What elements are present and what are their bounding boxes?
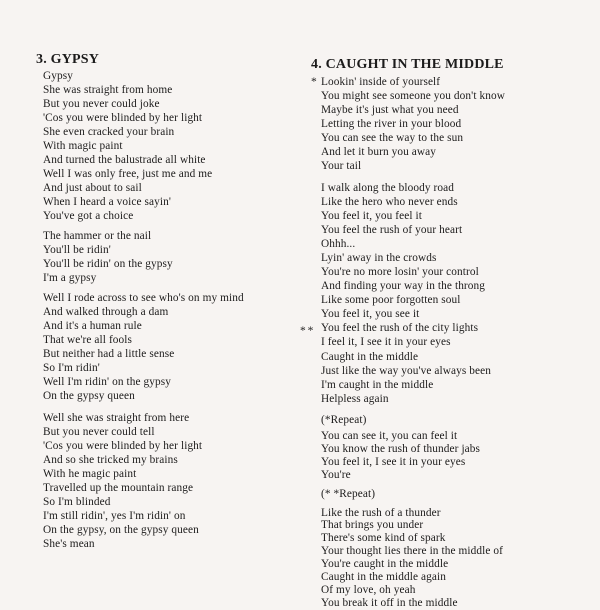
lyric-line: She's mean xyxy=(43,538,95,550)
lyric-line: That we're all fools xyxy=(43,334,133,346)
lyric-line: I'm caught in the middle xyxy=(321,379,434,391)
lyric-line: You've got a choice xyxy=(43,210,134,222)
lyric-line: So I'm ridin' xyxy=(43,362,100,374)
lyric-line: On the gypsy queen xyxy=(43,390,135,402)
lyric-line: You'll be ridin' on the gypsy xyxy=(43,258,173,270)
lyric-line: 'Cos you were blinded by her light xyxy=(43,440,203,452)
song-title: 4. CAUGHT IN THE MIDDLE xyxy=(311,57,504,72)
lyric-line: When I heard a voice sayin' xyxy=(43,196,172,208)
lyric-line: You might see someone you don't know xyxy=(321,90,505,102)
lyric-line: Maybe it's just what you need xyxy=(321,104,459,116)
lyric-line: Ohhh... xyxy=(321,238,356,250)
lyric-line: The hammer or the nail xyxy=(43,230,152,242)
lyric-line: You can see the way to the sun xyxy=(321,132,464,144)
lyric-line: Just like the way you've always been xyxy=(321,365,492,377)
lyric-line: Like the rush of a thunder xyxy=(321,506,441,519)
lyric-line: But you never could joke xyxy=(43,98,160,110)
lyric-line: You're xyxy=(321,468,351,481)
lyric-line: Lyin' away in the crowds xyxy=(321,252,437,264)
lyric-line: You feel it, you see it xyxy=(321,308,420,320)
lyric-line: Travelled up the mountain range xyxy=(43,482,194,494)
lyric-line: Your tail xyxy=(321,160,362,172)
lyric-line: I walk along the bloody road xyxy=(321,182,454,194)
repeat-note: (* *Repeat) xyxy=(321,487,376,500)
lyric-line: And turned the balustrade all white xyxy=(43,154,206,166)
lyric-line: Caught in the middle again xyxy=(321,571,446,583)
lyric-line: And walked through a dam xyxy=(43,306,169,318)
lyric-line: And let it burn you away xyxy=(321,146,437,158)
lyric-line: With he magic paint xyxy=(43,468,137,480)
lyric-line: And just about to sail xyxy=(43,182,142,194)
lyric-line: You feel it, I see it in your eyes xyxy=(321,455,466,468)
lyric-line: That brings you under xyxy=(321,519,424,532)
lyric-line: Well I'm ridin' on the gypsy xyxy=(43,376,172,388)
lyric-line: On the gypsy, on the gypsy queen xyxy=(43,524,199,536)
lyric-line: Well she was straight from here xyxy=(43,412,190,424)
lyric-line: You feel the rush of the city lights xyxy=(321,322,479,334)
repeat-marker-double: * * xyxy=(300,325,313,337)
repeat-note: (*Repeat) xyxy=(321,414,367,426)
lyric-line: Of my love, oh yeah xyxy=(321,583,416,596)
lyric-line: You break it off in the middle xyxy=(321,596,458,609)
lyric-line: She was straight from home xyxy=(43,84,173,96)
repeat-marker-single: * xyxy=(311,76,317,88)
lyric-line: There's some kind of spark xyxy=(321,532,446,545)
lyric-line: Like the hero who never ends xyxy=(321,196,458,208)
lyric-line: Lookin' inside of yourself xyxy=(321,76,441,88)
lyric-line: You feel the rush of your heart xyxy=(321,224,463,236)
lyric-line: Your thought lies there in the middle of xyxy=(321,545,504,558)
lyric-line: Like some poor forgotten soul xyxy=(321,294,461,306)
song-title: 3. GYPSY xyxy=(36,52,100,67)
lyric-line: You feel it, you feel it xyxy=(321,210,423,222)
lyric-line: You'll be ridin' xyxy=(43,244,111,256)
lyric-line: Caught in the middle xyxy=(321,351,419,363)
lyric-line: 'Cos you were blinded by her light xyxy=(43,112,203,124)
lyric-line: With magic paint xyxy=(43,140,123,152)
lyric-line: I'm a gypsy xyxy=(43,272,97,284)
lyric-line: Well I rode across to see who's on my mind xyxy=(43,292,244,304)
lyric-line: She even cracked your brain xyxy=(43,126,175,138)
lyric-line: You know the rush of thunder jabs xyxy=(321,442,481,455)
lyric-line: But neither had a little sense xyxy=(43,348,175,360)
lyric-line: And so she tricked my brains xyxy=(43,454,178,466)
lyric-line: Well I was only free, just me and me xyxy=(43,168,213,180)
lyric-line: Helpless again xyxy=(321,393,389,405)
lyric-line: And it's a human rule xyxy=(43,320,142,332)
lyric-line: You're caught in the middle xyxy=(321,558,449,571)
lyric-line: And finding your way in the throng xyxy=(321,280,486,292)
lyric-line: But you never could tell xyxy=(43,426,155,438)
lyric-line: So I'm blinded xyxy=(43,496,111,508)
lyric-line: Letting the river in your blood xyxy=(321,118,462,130)
lyric-line: I'm still ridin', yes I'm ridin' on xyxy=(43,510,186,522)
lyric-line: You can see it, you can feel it xyxy=(321,430,458,442)
lyric-line: Gypsy xyxy=(43,70,73,82)
lyric-line: I feel it, I see it in your eyes xyxy=(321,336,451,348)
lyric-line: You're no more losin' your control xyxy=(321,266,479,278)
